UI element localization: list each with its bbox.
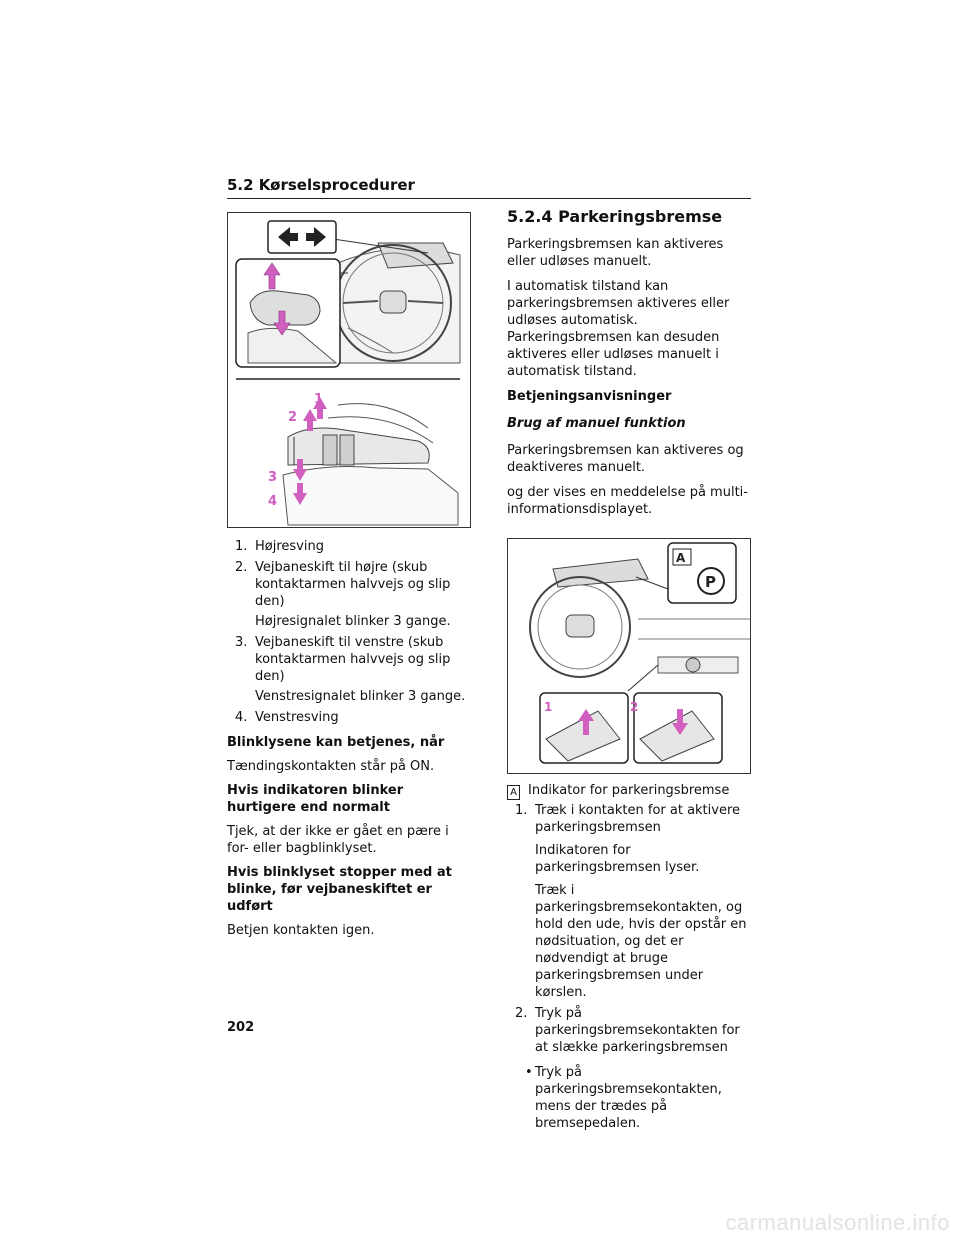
- paragraph: Parkeringsbremsen kan aktiveres og deaktiveres manuelt.: [507, 443, 744, 475]
- list-number: 2.: [235, 560, 248, 575]
- turn-signal-illustration: [228, 213, 470, 527]
- list-text: Højresving: [255, 539, 324, 554]
- turn-signal-figure: [227, 212, 471, 528]
- figure-legend: [507, 782, 753, 800]
- paragraph: I automatisk tilstand kan parkeringsbremsen aktiveres eller udløses automatisk. Parkeringsbremsen kan desuden aktiveres eller udløses manuelt i automatisk tilstand.: [507, 279, 730, 379]
- subheading: Blinklysene kan betjenes, når: [227, 735, 445, 750]
- figure-label-1: 1: [314, 392, 324, 407]
- list-item: [235, 538, 471, 555]
- figure-label-2: 2: [288, 410, 298, 425]
- list-item: [235, 709, 471, 726]
- bullet-dot: •: [525, 1065, 533, 1080]
- paragraph: Tjek, at der ikke er gået en pære i for- eller bagblinklyset.: [227, 824, 449, 856]
- list-text: Vejbaneskift til venstre (skub kontaktarmen halvvejs og slip den): [255, 635, 451, 684]
- watermark: carmanualsonline.info: [725, 1210, 950, 1235]
- list-number: 1.: [515, 803, 528, 818]
- list-subtext: Venstresignalet blinker 3 gange.: [255, 689, 466, 704]
- left-column: [227, 212, 471, 939]
- list-subtext: Træk i parkeringsbremsekontakten, og hold den ude, hvis der opstår en nødsituation, og det er nødvendigt at bruge parkeringsbremsen under kørslen.: [535, 883, 747, 1000]
- paragraph: Parkeringsbremsen kan aktiveres eller udløses manuelt.: [507, 237, 724, 269]
- paragraph: Betjen kontakten igen.: [227, 923, 375, 938]
- header-rule: [227, 198, 751, 199]
- list-number: 1.: [235, 539, 248, 554]
- figure-label-1: 1: [544, 700, 553, 714]
- right-column: [507, 207, 753, 1132]
- list-item: [235, 634, 471, 705]
- list-text: Venstresving: [255, 710, 339, 725]
- figure-label-3: 3: [268, 470, 278, 485]
- list-subtext: Højresignalet blinker 3 gange.: [255, 614, 451, 629]
- figure-label-p: P: [705, 573, 716, 591]
- list-text: Træk i kontakten for at aktivere parkeringsbremsen: [535, 803, 741, 835]
- turn-signal-list: [227, 538, 471, 726]
- parking-brake-list: [507, 802, 753, 1132]
- subheading: Hvis blinklyset stopper med at blinke, før vejbaneskiftet er udført: [227, 865, 452, 914]
- parking-brake-illustration: [508, 539, 750, 773]
- subheading: Betjeningsanvisninger: [507, 389, 672, 404]
- figure-label-4: 4: [268, 494, 278, 509]
- subheading: Hvis indikatoren blinker hurtigere end normalt: [227, 783, 404, 815]
- list-subtext: Indikatoren for parkeringsbremsen lyser.: [535, 843, 700, 875]
- paragraph: Tændingskontakten står på ON.: [227, 759, 435, 774]
- figure-label-a: A: [676, 551, 686, 565]
- list-item: [515, 1005, 753, 1056]
- list-number: 4.: [235, 710, 248, 725]
- list-text: Vejbaneskift til højre (skub kontaktarmen halvvejs og slip den): [255, 560, 451, 609]
- legend-label-a: A: [507, 785, 520, 800]
- parking-brake-figure: [507, 538, 751, 774]
- page-number: 202: [227, 1020, 255, 1035]
- list-number: 2.: [515, 1006, 528, 1021]
- section-header: 5.2 Kørselsprocedurer: [227, 176, 415, 194]
- bullet-text: Tryk på parkeringsbremsekontakten, mens der trædes på bremsepedalen.: [535, 1065, 722, 1131]
- list-item: [235, 559, 471, 630]
- section-heading: 5.2.4 Parkeringsbremse: [507, 207, 723, 226]
- instrument-cluster-icon: [378, 243, 453, 268]
- subheading-italic: Brug af manuel funktion: [507, 416, 686, 431]
- signal-arrow-2-icon: [303, 409, 317, 431]
- list-number: 3.: [235, 635, 248, 650]
- list-item: [515, 802, 753, 1001]
- paragraph: og der vises en meddelelse på multi-informationsdisplayet.: [507, 485, 748, 517]
- figure-label-2: 2: [630, 700, 639, 714]
- bullet-item: [507, 1064, 753, 1132]
- legend-text: Indikator for parkeringsbremse: [528, 783, 730, 798]
- list-text: Tryk på parkeringsbremsekontakten for at slække parkeringsbremsen: [535, 1006, 740, 1055]
